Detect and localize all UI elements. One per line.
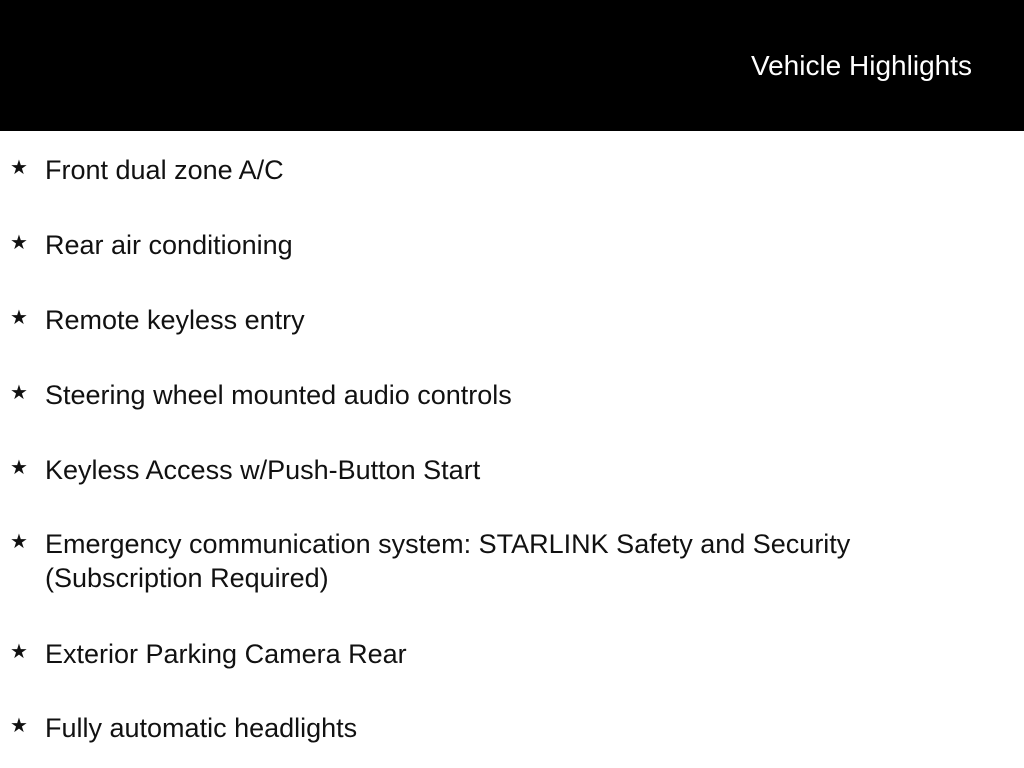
star-icon: ★	[10, 455, 28, 479]
star-icon: ★	[10, 155, 28, 179]
highlight-label: Emergency communication system: STARLINK Safety and Security (Subscription Required)	[45, 529, 851, 593]
star-icon: ★	[10, 380, 28, 404]
highlight-label: Fully automatic headlights	[45, 713, 358, 743]
highlight-label: Front dual zone A/C	[45, 155, 284, 185]
highlight-label: Remote keyless entry	[45, 305, 305, 335]
highlight-label: Steering wheel mounted audio controls	[45, 380, 512, 410]
star-icon: ★	[10, 529, 28, 553]
header-banner	[0, 0, 1024, 131]
star-icon: ★	[10, 639, 28, 663]
highlight-label: Rear air conditioning	[45, 230, 293, 260]
highlight-label: Keyless Access w/Push-Button Start	[45, 455, 481, 485]
star-icon: ★	[10, 713, 28, 737]
star-icon: ★	[10, 230, 28, 254]
highlight-label: Exterior Parking Camera Rear	[45, 639, 407, 669]
star-icon: ★	[10, 305, 28, 329]
page-title: Vehicle Highlights	[750, 50, 972, 81]
